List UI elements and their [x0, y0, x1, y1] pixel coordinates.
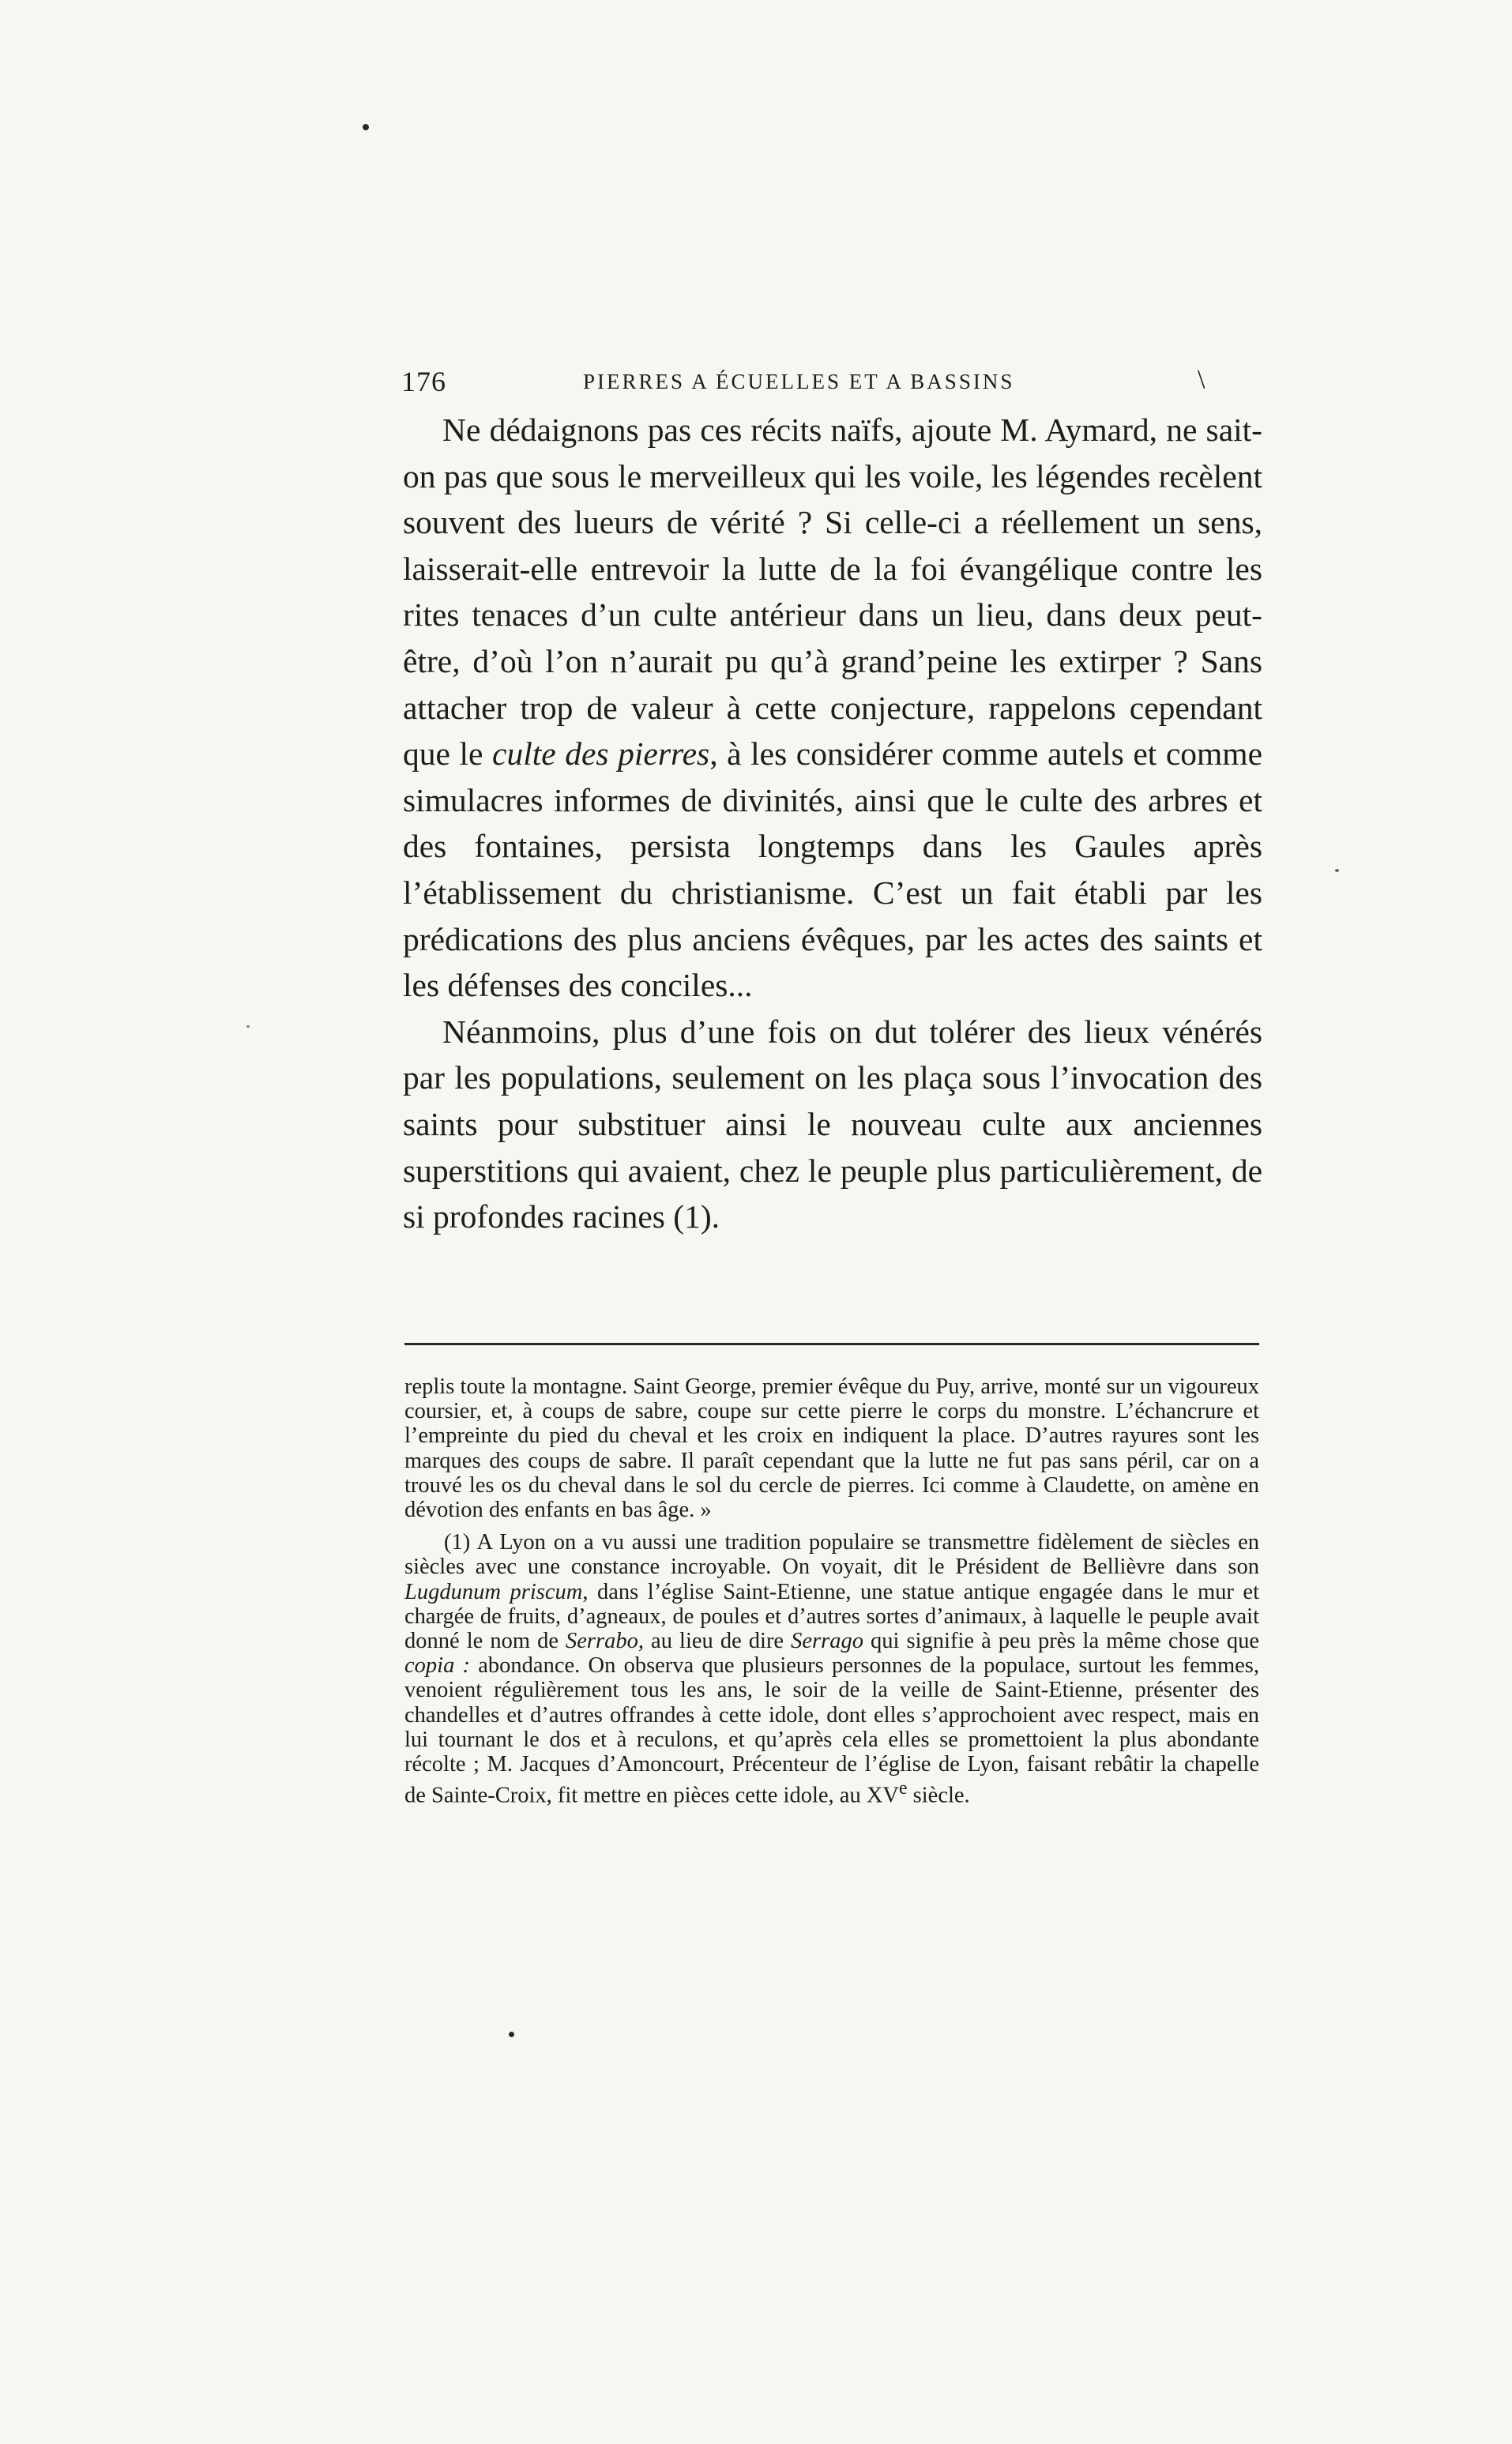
main-text	[403, 407, 1262, 1240]
footnote-1-text-a: (1) A Lyon on a vu aussi une tradition populaire se transmettre fidèlement de siècles en siècles avec une constance incroyable. On voyait, dit le Président de Bellièvre dans son	[404, 1530, 1259, 1580]
corner-mark: \	[1198, 365, 1205, 394]
page-header	[401, 362, 1270, 403]
footnote-1-italic-serrago: Serrago	[791, 1629, 863, 1654]
running-head: PIERRES A ÉCUELLES ET A BASSINS	[583, 370, 1015, 393]
paragraph-1-text-b: , à les considérer comme autels et comme simulacres informes de divinités, ainsi que le culte des arbres et des fontaines, persista longtemps dans les Gaules après l’établissement du christianisme. C’est un fait établi par les prédications des plus anciens évêques, par les actes des saints et les défenses des conciles...	[403, 735, 1262, 1004]
footnote-1-text-d: qui signifie à peu près la même chose que	[863, 1629, 1259, 1654]
footnote-1-italic-serrabo: Serrabo	[566, 1629, 638, 1654]
footnote-1-superscript: e	[898, 1778, 908, 1799]
ink-speck	[363, 124, 369, 130]
footnote-continued: replis toute la montagne. Saint George, premier évêque du Puy, arrive, monté sur un vigoureux coursier, et, à coups de sabre, coupe sur cette pierre le corps du monstre. L’échancrure et l’empreinte du pied du cheval et les croix en indiquent la place. D’autres rayures sont les marques des coups de sabre. Il paraît cependant que la lutte ne fut pas sans péril, car on a trouvé les os du cheval dans le sol du cercle de pierres. Ici comme à Claudette, on amène en dévotion des enfants en bas âge. »	[404, 1374, 1259, 1523]
paragraph-1	[403, 407, 1262, 1009]
footnote-1-italic-title: Lugdunum priscum	[404, 1579, 583, 1604]
footnote-1-text-e: abondance. On observa que plusieurs personnes de la populace, surtout les femmes, venoient régulièrement tous les ans, le soir de la veille de Saint-Etienne, présenter des chandelles et d’autres offrandes à cette idole, dont elles s’approchoient avec respect, mais en lui tournant le dos et à reculons, et qu’après cela elles se promettoient la plus abondante récolte ; M. Jacques d’Amoncourt, Précenteur de l’église de Lyon, faisant rebâtir la chapelle de Sainte-Croix, fit mettre en pièces cette idole, au XV	[404, 1653, 1259, 1808]
paragraph-2: Néanmoins, plus d’une fois on dut tolérer des lieux vénérés par les populations, seulement on les plaça sous l’invocation des saints pour substituer ainsi le nouveau culte aux anciennes superstitions qui avaient, chez le peuple plus particulièrement, de si profondes racines (1).	[403, 1013, 1262, 1235]
footnote-1	[404, 1530, 1259, 1808]
footnotes	[404, 1374, 1259, 1808]
footnote-1-text-f: siècle.	[907, 1783, 970, 1808]
ink-speck	[246, 1025, 250, 1028]
footnote-1-italic-copia: copia :	[404, 1653, 471, 1679]
ink-speck	[509, 2032, 514, 2037]
footnote-1-text-c: , au lieu de dire	[638, 1629, 792, 1654]
page-number: 176	[401, 366, 446, 397]
footnote-separator	[404, 1343, 1259, 1345]
paragraph-1-text-a: Ne dédaignons pas ces récits naïfs, ajoute M. Aymard, ne sait-on pas que sous le merveilleux qui les voile, les légendes recèlent souvent des lueurs de vérité ? Si celle-ci a réellement un sens, laisserait-elle entrevoir la lutte de la foi évangélique contre les rites tenaces d’un culte antérieur dans un lieu, dans deux peut-être, d’où l’on n’aurait pu qu’à grand’peine les extirper ? Sans attacher trop de valeur à cette conjecture, rappelons cependant que le	[403, 412, 1262, 773]
footnote-1-text-b: , dans l’église Saint-Etienne, une statue antique engagée dans le mur et chargée de fruits, d’agneaux, de poules et d’autres sortes d’animaux, à laquelle le peuple avait donné le nom de	[404, 1579, 1259, 1654]
paragraph-1-italic: culte des pierres	[492, 735, 710, 773]
ink-speck	[1335, 869, 1339, 872]
